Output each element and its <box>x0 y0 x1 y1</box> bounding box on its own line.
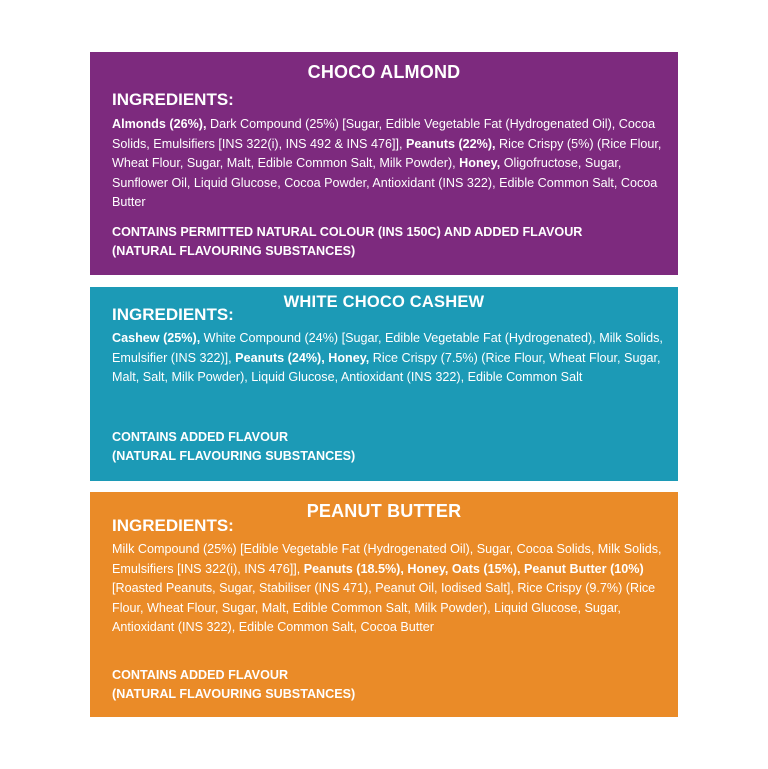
ingredient-segment: Peanuts (24%), Honey, <box>235 350 370 365</box>
contains-line: (NATURAL FLAVOURING SUBSTANCES) <box>112 687 356 701</box>
ingredient-segment: Almonds (26%), <box>112 117 207 131</box>
contains-line: CONTAINS ADDED FLAVOUR <box>112 430 289 444</box>
contains-note <box>112 666 664 704</box>
ingredients-label: INGREDIENTS: <box>112 516 234 535</box>
ingredient-segment: Rice Crispy (7.5%) (Rice Flour, Wheat Flour, Sugar, Malt, Salt, Milk Powder), Liquid Glucose, Antioxidant (INS 322), Edible Common Salt <box>112 350 661 385</box>
panel-white-choco-cashew <box>90 287 678 481</box>
contains-line: CONTAINS ADDED FLAVOUR <box>112 668 289 682</box>
contains-note <box>112 223 664 261</box>
ingredient-segment: Cashew (25%), <box>112 331 201 345</box>
ingredients-label: INGREDIENTS: <box>112 90 234 109</box>
ingredients-text <box>112 329 664 388</box>
ingredients-text <box>112 540 664 638</box>
panel-choco-almond <box>90 52 678 275</box>
contains-line: CONTAINS PERMITTED NATURAL COLOUR (INS 150C) AND ADDED FLAVOUR <box>112 225 583 239</box>
ingredient-segment: [Roasted Peanuts, Sugar, Stabiliser (INS 471), Peanut Oil, Iodised Salt], Rice Crispy (9.7%) (Rice Flour, Wheat Flour, Sugar, Malt, Edible Common Salt, Milk Powder), Liquid Glucose, Sugar, Antioxidant (INS 322), Edible Common Salt, Cocoa Butter <box>112 581 656 635</box>
panel-title: CHOCO ALMOND <box>307 62 461 82</box>
ingredients-text <box>112 115 664 213</box>
ingredient-segment: Peanuts (18.5%), Honey, Oats (15%), Peanut Butter (10%) <box>303 561 644 576</box>
ingredient-segment: Dark Compound (25%) [Sugar, Edible Vegetable Fat (Hydrogenated Oil), Cocoa Solids, Emulsifiers [INS 322(i), INS 492 & INS 476]], <box>112 117 656 151</box>
ingredient-segment: Peanuts (22%), <box>405 136 496 151</box>
ingredient-segment: Milk Compound (25%) [Edible Vegetable Fat (Hydrogenated Oil), Sugar, Cocoa Solids, Milk Solids, Emulsifiers [INS 322(i), INS 476]], <box>112 542 662 576</box>
contains-line: (NATURAL FLAVOURING SUBSTANCES) <box>112 449 356 463</box>
contains-note <box>112 428 664 466</box>
panel-title: PEANUT BUTTER <box>306 501 462 521</box>
panel-peanut-butter <box>90 492 678 717</box>
ingredient-segment: Rice Crispy (5%) (Rice Flour, Wheat Flour, Sugar, Malt, Edible Common Salt, Milk Powder), <box>112 136 662 171</box>
ingredient-segment: Oligofructose, Sugar, Sunflower Oil, Liquid Glucose, Cocoa Powder, Antioxidant (INS 322), Edible Common Salt, Cocoa Butter <box>112 156 658 210</box>
ingredient-segment: White Compound (24%) [Sugar, Edible Vegetable Fat (Hydrogenated), Milk Solids, Emulsifier (INS 322)], <box>112 331 663 365</box>
ingredients-label: INGREDIENTS: <box>112 305 234 324</box>
panel-title: WHITE CHOCO CASHEW <box>283 293 485 311</box>
contains-line: (NATURAL FLAVOURING SUBSTANCES) <box>112 244 356 258</box>
ingredient-segment: Honey, <box>459 156 501 171</box>
